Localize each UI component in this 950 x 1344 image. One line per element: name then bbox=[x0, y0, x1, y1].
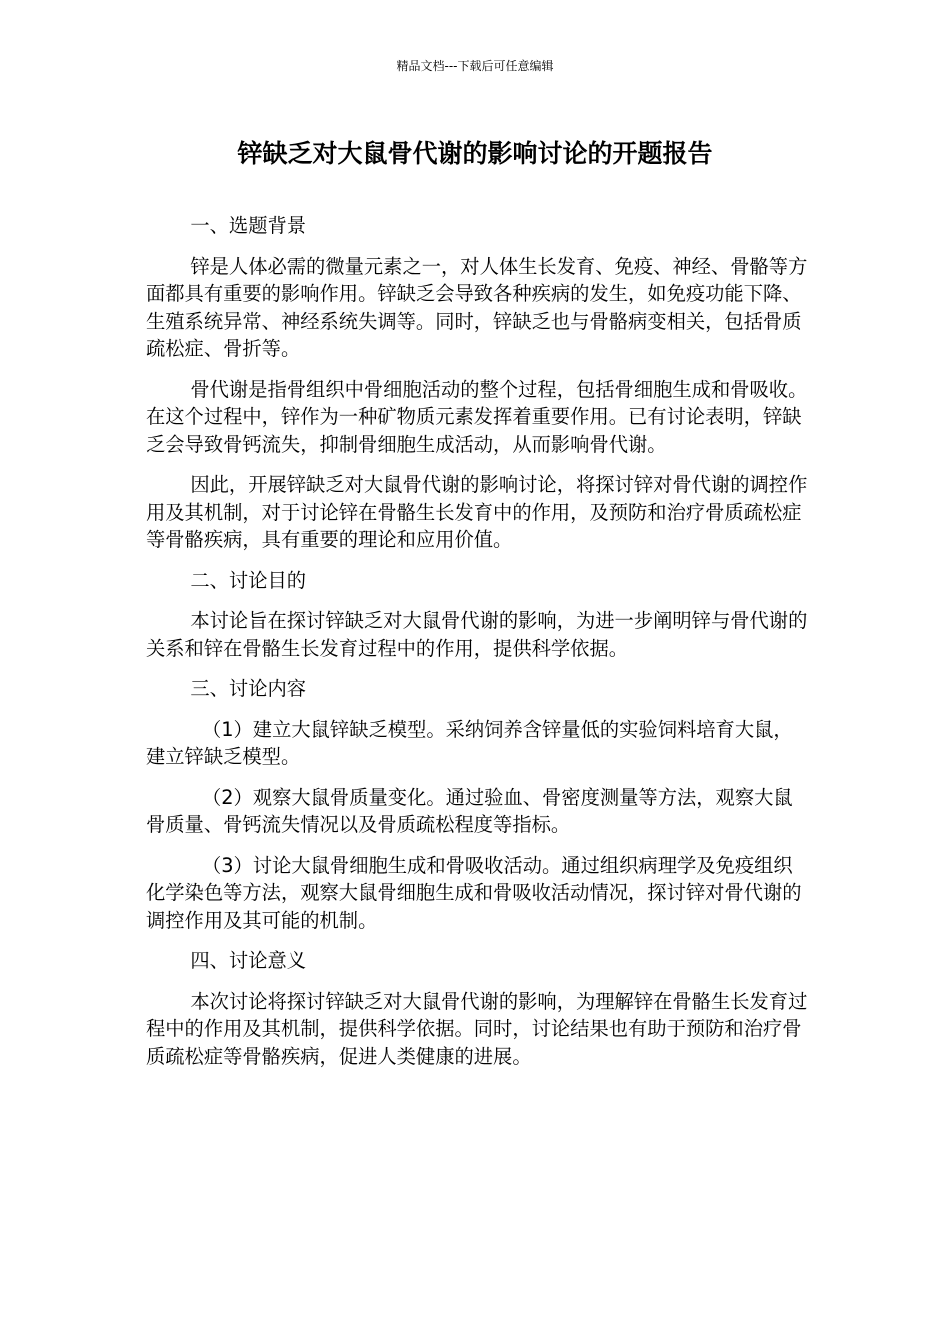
document-body bbox=[146, 212, 808, 1070]
paragraph-significance-1: 本次讨论将探讨锌缺乏对大鼠骨代谢的影响，为理解锌在骨骼生长发育过程中的作用及其机制，提供科学依据。同时，讨论结果也有助于预防和治疗骨质疏松症等骨骼疾病，促进人类健康的进展。 bbox=[146, 989, 808, 1068]
document-title: 锌缺乏对大鼠骨代谢的影响讨论的开题报告 bbox=[237, 139, 713, 168]
section-heading-content: 三、讨论内容 bbox=[190, 677, 307, 700]
paragraph-background-2: 骨代谢是指骨组织中骨细胞活动的整个过程，包括骨细胞生成和骨吸收。在这个过程中，锌作为一种矿物质元素发挥着重要作用。已有讨论表明，锌缺乏会导致骨钙流失，抑制骨细胞生成活动，从而影响骨代谢。 bbox=[146, 377, 808, 456]
paragraph-purpose-1: 本讨论旨在探讨锌缺乏对大鼠骨代谢的影响，为进一步阐明锌与骨代谢的关系和锌在骨骼生长发育过程中的作用，提供科学依据。 bbox=[146, 609, 808, 660]
section-heading-purpose: 二、讨论目的 bbox=[190, 568, 307, 592]
paragraph-background-1: 锌是人体必需的微量元素之一，对人体生长发育、免疫、神经、骨骼等方面都具有重要的影响作用。锌缺乏会导致各种疾病的发生，如免疫功能下降、生殖系统异常、神经系统失调等。同时，锌缺乏也与骨骼病变相关，包括骨质疏松症、骨折等。 bbox=[146, 254, 808, 360]
section-heading-background: 一、选题背景 bbox=[190, 214, 307, 237]
content-item-1: （1）建立大鼠锌缺乏模型。采纳饲养含锌量低的实验饲料培育大鼠，建立锌缺乏模型。 bbox=[146, 717, 793, 768]
content-item-2: （2）观察大鼠骨质量变化。通过验血、骨密度测量等方法，观察大鼠骨质量、骨钙流失情况以及骨质疏松程度等指标。 bbox=[146, 785, 793, 836]
content-item-3: （3）讨论大鼠骨细胞生成和骨吸收活动。通过组织病理学及免疫组织化学染色等方法，观察大鼠骨细胞生成和骨吸收活动情况，探讨锌对骨代谢的调控作用及其可能的机制。 bbox=[146, 853, 802, 932]
paragraph-background-3: 因此，开展锌缺乏对大鼠骨代谢的影响讨论，将探讨锌对骨代谢的调控作用及其机制，对于讨论锌在骨骼生长发育中的作用，及预防和治疗骨质疏松症等骨骼疾病，具有重要的理论和应用价值。 bbox=[146, 473, 808, 551]
page-header-note: 精品文档---下载后可任意编辑 bbox=[396, 59, 554, 73]
section-heading-significance: 四、讨论意义 bbox=[190, 949, 307, 972]
